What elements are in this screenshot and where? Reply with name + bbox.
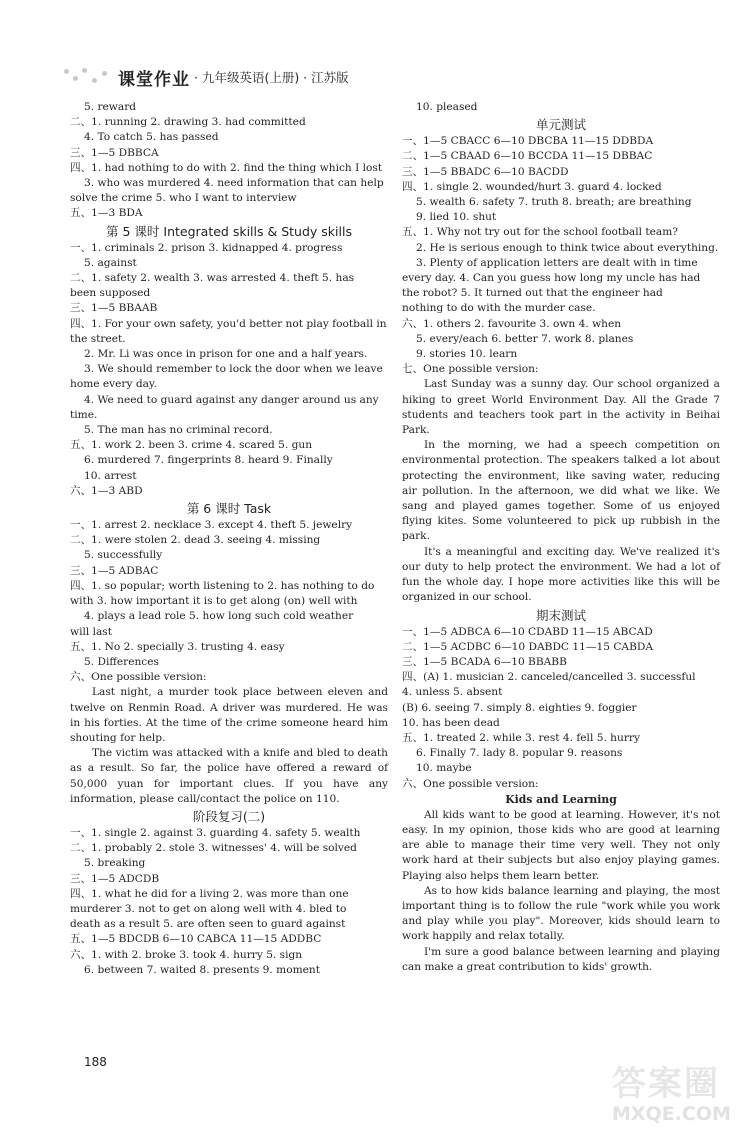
answer-line: (B) 6. seeing 7. simply 8. eighties 9. foggier [402, 701, 637, 714]
essay-title: Kids and Learning [505, 792, 617, 806]
answer-line: 五、1. Why not try out for the school football team? [402, 226, 678, 239]
answer-line: 5. Differences [84, 655, 159, 668]
answer-line: 10. arrest [84, 469, 137, 482]
answer-line: 一、1. single 2. against 3. guarding 4. safety 5. wealth [70, 826, 361, 839]
answer-line: 五、1—5 BDCDB 6—10 CABCA 11—15 ADDBC [70, 933, 322, 946]
answer-line: 三、1—5 BBAAB [70, 302, 158, 315]
answer-line: the street. [70, 332, 126, 345]
answer-line: 5. successfully [84, 549, 163, 562]
answer-line: home every day. [70, 378, 157, 391]
answer-line: 4. unless 5. absent [402, 686, 503, 699]
answer-line: 4. plays a lead role 5. how long such cold weather [84, 610, 354, 623]
answer-line: the robot? 5. It turned out that the engineer had [402, 287, 663, 300]
answer-line: 三、1—5 ADCDB [70, 872, 160, 885]
answer-line: 10. pleased [416, 101, 478, 113]
section-heading: 期末测试 [535, 607, 586, 623]
answer-line: 二、1. were stolen 2. dead 3. seeing 4. missing [70, 534, 321, 547]
answer-line: 二、1—5 CBAAD 6—10 BCCDA 11—15 DBBAC [402, 150, 653, 163]
essay-paragraph: The victim was attacked with a knife and bled to death as a result. So far, the police have offered a reward of 50,000 yuan for important clues. If you have any information, please call/contact the police on 110. [70, 747, 388, 805]
answer-line: 四、1. had nothing to do with 2. find the thing which I lost [70, 161, 383, 174]
answer-line: been supposed [70, 287, 151, 300]
answer-line: solve the crime 5. who I want to interview [70, 192, 297, 205]
answer-line: 四、1. For your own safety, you'd better not play football in [70, 317, 387, 330]
answer-line: 二、1. safety 2. wealth 3. was arrested 4. theft 5. has [70, 272, 355, 285]
answer-line: 六、One possible version: [402, 777, 539, 790]
section-heading: 第 5 课时 Integrated skills & Study skills [106, 223, 352, 239]
answer-line: 五、1—3 BDA [70, 207, 143, 220]
answer-line: 5. breaking [84, 857, 146, 870]
answer-line: 4. To catch 5. has passed [84, 131, 219, 144]
answer-line: 10. maybe [416, 762, 472, 775]
section-heading: 第 6 课时 Task [186, 501, 272, 517]
answer-line: 三、1—5 DBBCA [70, 146, 159, 159]
essay-paragraph: Last Sunday was a sunny day. Our school organized a hiking to greet World Environment Day. All the Grade 7 students and teachers took part in the activity in Beihai Park. [402, 378, 720, 437]
answer-line: will last [70, 625, 112, 638]
answer-line: 一、1. criminals 2. prison 3. kidnapped 4. progress [70, 241, 343, 254]
right-column [402, 100, 720, 975]
answer-line: 四、(A) 1. musician 2. canceled/cancelled 3. successful [402, 671, 696, 684]
answer-line: 四、1. so popular; worth listening to 2. has nothing to do [70, 579, 375, 592]
answer-line: nothing to do with the murder case. [402, 302, 596, 315]
answer-line: 9. lied 10. shut [416, 211, 497, 224]
book-title: 课堂作业 [118, 69, 190, 90]
answer-line: 三、1—5 BCADA 6—10 BBABB [402, 655, 567, 668]
essay-paragraph: Last night, a murder took place between eleven and twelve on Renmin Road. A driver was murdered. He was in his forties. At the time of the crime someone heard him shouting for help. [70, 686, 388, 744]
answer-line: 七、One possible version: [402, 363, 539, 376]
watermark-text: 答案圈 [612, 1064, 720, 1104]
answer-line: 六、1. others 2. favourite 3. own 4. when [402, 317, 622, 330]
answer-line: 5. The man has no criminal record. [84, 424, 273, 437]
essay-paragraph: All kids want to be good at learning. However, it's not easy. In my opinion, those kids who are good at learning are able to manage their time very well. They not only work hard at their subjects but also enjoy playing games. Playing also helps them learn better. [402, 808, 720, 882]
header-decoration-icon [62, 66, 114, 88]
answer-line: 5. every/each 6. better 7. work 8. planes [416, 332, 634, 345]
answer-line: 6. Finally 7. lady 8. popular 9. reasons [416, 747, 623, 760]
answer-line: 五、1. work 2. been 3. crime 4. scared 5. gun [70, 439, 313, 452]
answer-line: 三、1—5 ADBAC [70, 564, 159, 577]
answer-line: murderer 3. not to get on along well with 4. bled to [70, 902, 347, 915]
page-number: 188 [84, 1055, 107, 1069]
answer-line: 五、1. No 2. specially 3. trusting 4. easy [70, 640, 285, 653]
answer-line: 3. who was murdered 4. need information that can help [84, 177, 384, 190]
answer-line: 5. reward [84, 101, 137, 113]
answer-line: 四、1. what he did for a living 2. was more than one [70, 887, 349, 900]
answer-line: with 3. how important it is to get along (on) well with [70, 595, 358, 608]
answer-line: 10. has been dead [402, 716, 500, 729]
answer-line: 六、1—3 ABD [70, 484, 143, 497]
answer-line: 一、1—5 CBACC 6—10 DBCBA 11—15 DDBDA [402, 135, 654, 148]
answer-line: 2. He is serious enough to think twice about everything. [416, 241, 719, 254]
book-subtitle: · 九年级英语(上册) · 江苏版 [194, 70, 349, 85]
page-header [62, 62, 349, 92]
answer-line: 二、1—5 ACDBC 6—10 DABDC 11—15 CABDA [402, 640, 654, 653]
essay-paragraph: I'm sure a good balance between learning and playing can make a great contribution to kids' growth. [402, 945, 720, 973]
answer-line: 六、1. with 2. broke 3. took 4. hurry 5. sign [70, 948, 303, 961]
answer-line: 一、1—5 ADBCA 6—10 CDABD 11—15 ABCAD [402, 625, 653, 638]
watermark-logo [612, 1065, 742, 1127]
answer-line: 6. between 7. waited 8. presents 9. moment [84, 963, 320, 976]
section-heading: 阶段复习(二) [192, 808, 266, 824]
answer-line: 6. murdered 7. fingerprints 8. heard 9. Finally [84, 454, 333, 467]
left-column [70, 100, 388, 978]
answer-line: every day. 4. Can you guess how long my uncle has had [402, 272, 701, 285]
answer-line: 二、1. running 2. drawing 3. had committed [70, 116, 306, 129]
answer-line: time. [70, 408, 98, 421]
answer-line: death as a result 5. are often seen to guard against [70, 918, 346, 931]
essay-paragraph: As to how kids balance learning and playing, the most important thing is to follow the rule "work while you work and play while you play". Moreover, kids should learn to work happily and relax totally. [402, 884, 720, 943]
answer-line: 六、One possible version: [70, 671, 207, 684]
answer-line: 四、1. single 2. wounded/hurt 3. guard 4. locked [402, 180, 662, 193]
essay-paragraph: In the morning, we had a speech competition on environmental protection. The speakers talked a lot about protecting the environment, like saving water, reducing air pollution. In the afternoon, we did what we like. We sang and played games together. Some of us enjoyed flying kites. Some volunteered to pick up rubbish in the park. [402, 439, 720, 543]
answer-line: 五、1. treated 2. while 3. rest 4. fell 5. hurry [402, 731, 640, 744]
answer-line: 3. Plenty of application letters are dealt with in time [416, 256, 698, 269]
section-heading: 单元测试 [535, 117, 586, 133]
answer-line: 3. We should remember to lock the door when we leave [84, 363, 383, 376]
answer-line: 5. against [84, 256, 137, 269]
watermark-url: MXQE.COM [612, 1103, 731, 1125]
answer-line: 2. Mr. Li was once in prison for one and a half years. [84, 348, 368, 361]
essay-paragraph: It's a meaningful and exciting day. We've realized it's our duty to help protect the environment. We had a lot of fun the whole day. I hope more activities like this will be organized in our school. [402, 545, 720, 604]
answer-line: 9. stories 10. learn [416, 348, 518, 361]
answer-line: 5. wealth 6. safety 7. truth 8. breath; are breathing [416, 196, 692, 209]
answer-line: 三、1—5 BBADC 6—10 BACDD [402, 165, 569, 178]
answer-line: 4. We need to guard against any danger around us any [84, 393, 379, 406]
answer-line: 二、1. probably 2. stole 3. witnesses' 4. will be solved [70, 842, 357, 855]
answer-line: 一、1. arrest 2. necklace 3. except 4. theft 5. jewelry [70, 519, 353, 532]
